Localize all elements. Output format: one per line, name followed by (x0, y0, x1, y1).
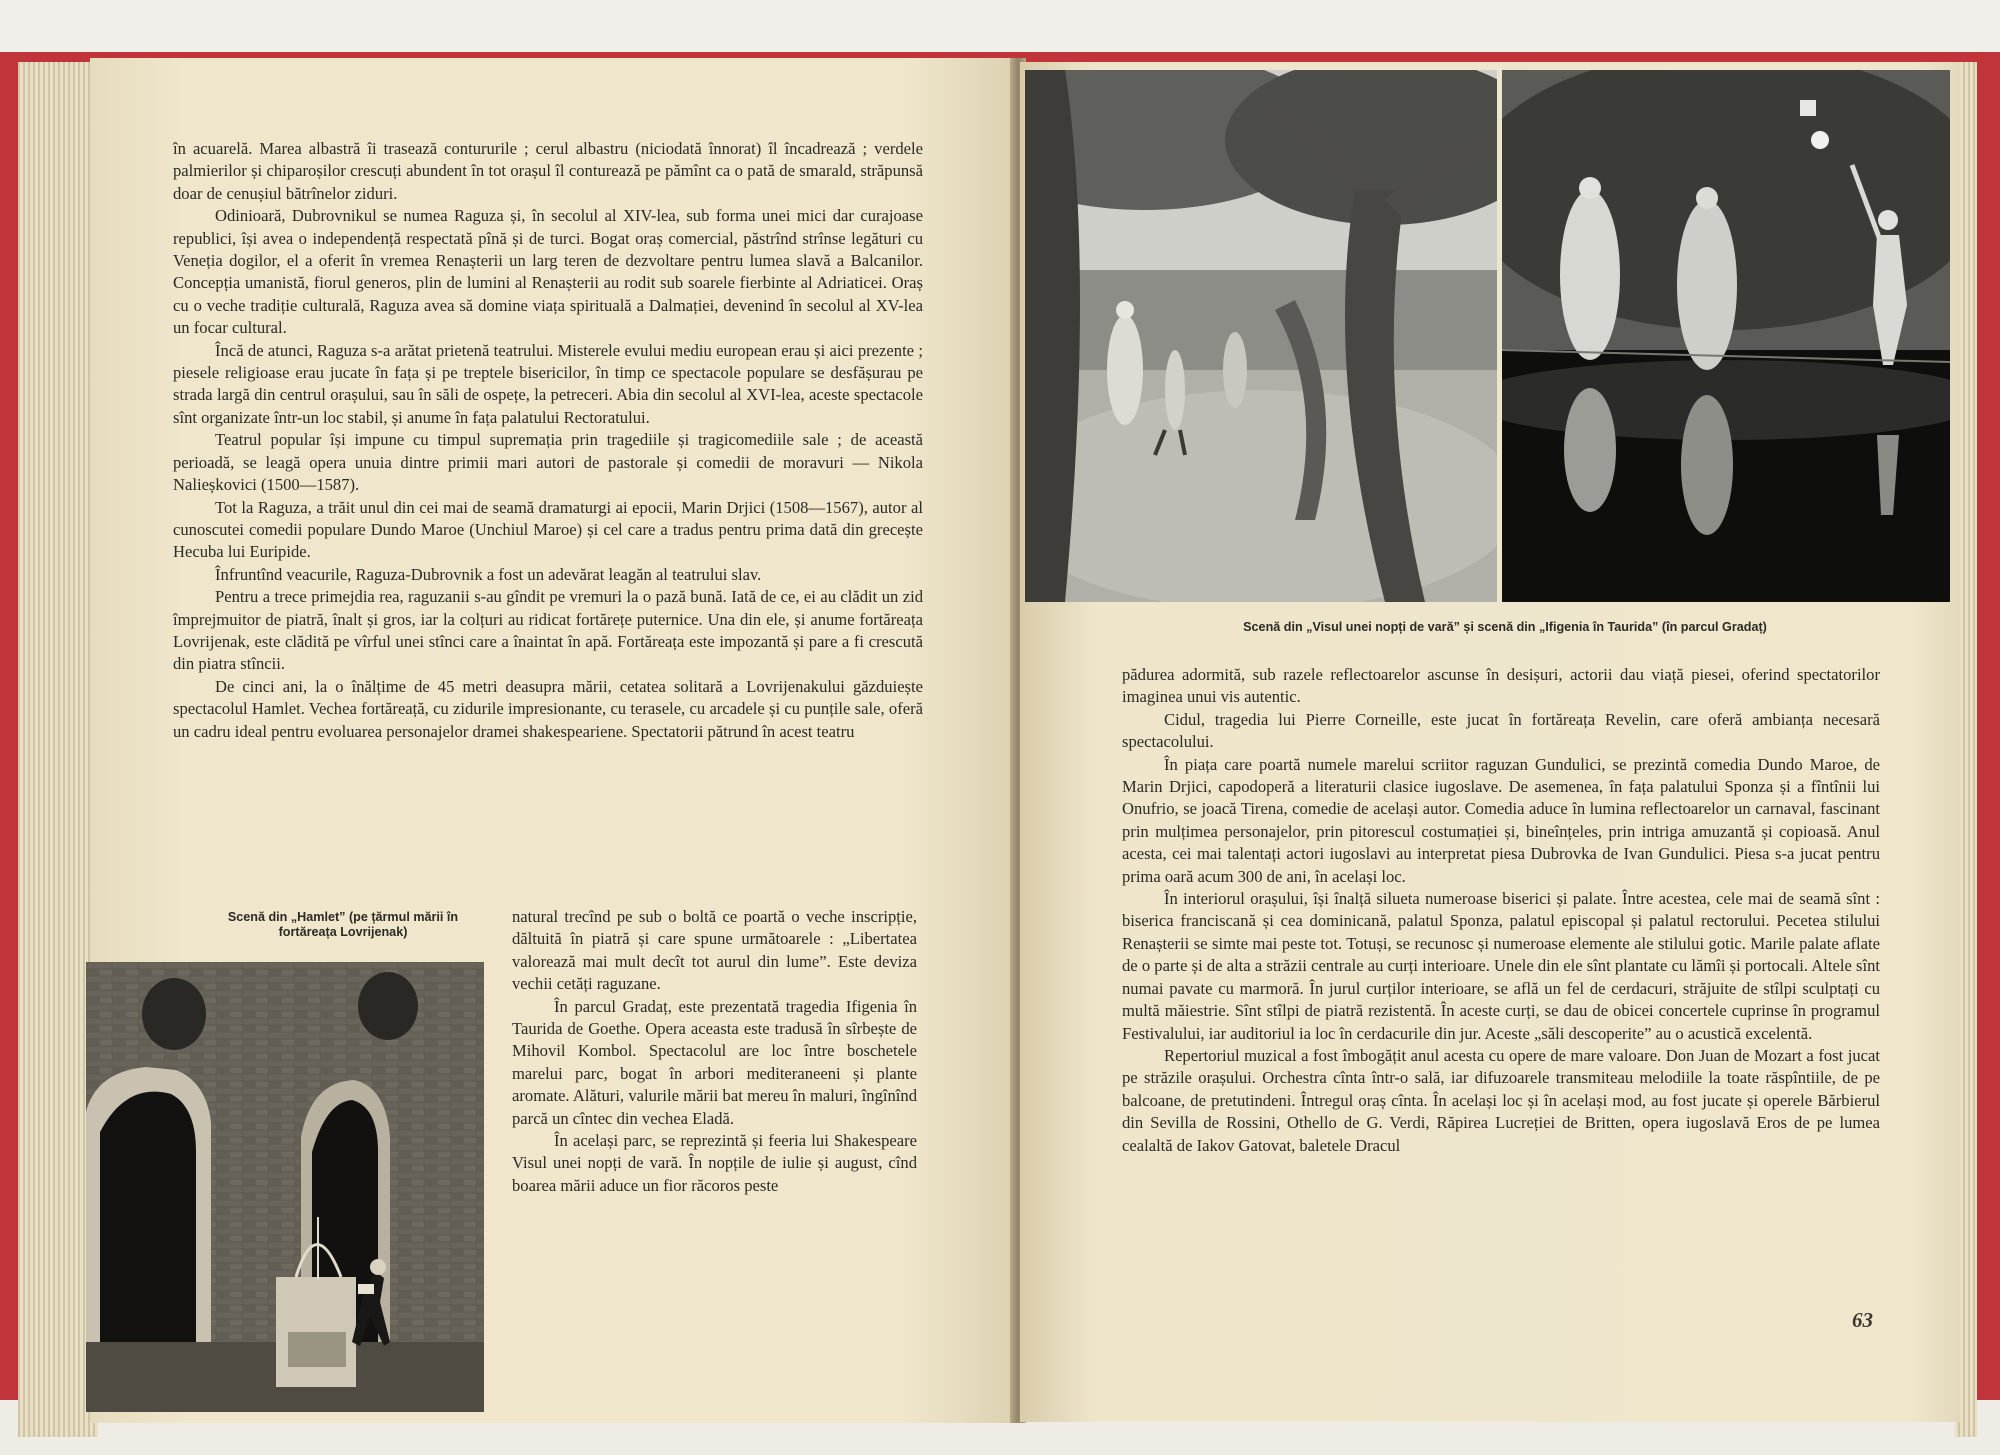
paragraph: Cidul, tragedia lui Pierre Corneille, este jucat în fortăreața Revelin, care oferă ambianța necesară spectacolului. (1122, 709, 1880, 752)
page-number: 63 (1852, 1308, 1873, 1332)
paragraph: Înfruntînd veacurile, Raguza-Dubrovnik a fost un adevărat leagăn al teatrului slav. (215, 564, 762, 584)
paragraph: pădurea adormită, sub razele reflectoarelor ascunse în desișuri, actorii dau viață piesei, oferind spectatorilor imaginea unui vis autentic. (1122, 665, 1880, 707)
hamlet-photo-image (86, 962, 484, 1412)
hamlet-photo (86, 962, 484, 1412)
midsummer-photo-image (1025, 70, 1497, 602)
hamlet-photo-caption: Scenă din „Hamlet” (pe țărmul mării în fortăreața Lovrijenak) (227, 910, 459, 939)
paragraph: Pentru a trece primejdia rea, raguzanii s-au gîndit pe vremuri la o pază bună. Iată de ce, ei au clădit un zid împrejmuitor de piatră, înalt și gros, iar la colțuri au ridicat fortărețe puternice. Una din ele, și anume fortăreața Lovrijenak, este clădită pe vîrful unei stînci care a înaintat în apă. Fortăreața este impozantă și pare a fi crescută din piatra stîncii. (173, 587, 923, 674)
paragraph: Tot la Raguza, a trăit unul din cei mai de seamă dramaturgi ai epocii, Marin Drjici (1508—1567), autor al cunoscutei comedii populare Dundo Maroe (Unchiul Maroe) și cel care a tradus pentru prima dată din grecește Hecuba lui Euripide. (173, 497, 923, 562)
paragraph: În interiorul orașului, își înalță silueta numeroase biserici și palate. Între acestea, cele mai de seamă sînt : biserica franciscană și cea dominicană, palatul Sponza, palatul episcopal și palatul rectorului. Pecetea stilului Renașterii se simte mai peste tot. Totuși, se recunosc și numeroase elemente ale stilului gotic. Marile palate aflate de o parte și de alta a străzii centrale au curți interioare. Unele din ele sînt plantate cu lămîi și portocali. Altele sînt numai pavate cu marmoră. În jurul curților interioare, se află un fel de cerdacuri, străjuite de stîlpi sculptați cu multă măiestrie. Sînt stîlpi de piatră rezistentă. În aceste curți, se dau de obicei concertele cuprinse în programul Festivalului, iar auditoriul ia loc în cerdacurile din jur. Aceste „săli descoperite” au o acustică excelentă. (1122, 889, 1880, 1043)
paragraph: în acuarelă. Marea albastră îi trasează contururile ; cerul albastru (niciodată înnorat) îl încadrează ; verdele palmierilor și chiparoșilor crescuți abundent în tot orașul îl conturează pe pămînt ca o pată de smarald, străpunsă doar de cenușiul bătrînelor ziduri. (173, 139, 923, 203)
paragraph: Repertoriul muzical a fost îmbogățit anul acesta cu opere de mare valoare. Don Juan de Mozart a fost jucat pe străzile orașului. Orchestra cînta într-o sală, iar difuzoarele transmiteau melodiile la toate răspîntiile, de pe balcoane, de pretutindeni. Întregul oraș cînta. În același loc și în același mod, au fost jucate și operele Bărbierul din Sevilla de Rossini, Othello de G. Verdi, Răpirea Lucreției de Britten, opera iugoslavă Eros de pe lumea cealaltă de Iakov Gatovat, baletele Dracul (1122, 1045, 1880, 1155)
paragraph: Odinioară, Dubrovnikul se numea Raguza și, în secolul al XIV-lea, sub forma unei mici dar curajoase republici, își avea o independență respectată pînă și de turci. Bogat oraș comercial, păstrînd strînse legături cu Veneția dogilor, el a oferit în vremea Renașterii un larg teren de dezvoltare pentru lumea slavă a Balcanilor. Concepția umanistă, fiorul generos, plin de lumini al Renașterii au rodit sub soarele fierbinte al Adriaticei. Oraș cu o veche tradiție culturală, Raguza avea să domine viața spirituală a Dalmației, devenind în secolul al XV-lea un focar cultural. (173, 206, 923, 338)
paragraph: De cinci ani, la o înălțime de 45 metri deasupra mării, cetatea solitară a Lovrijenakului găzduiește spectacolul Hamlet. Vechea fortăreață, cu zidurile impresionante, cu terasele, cu arcadele și cu punțile sale, oferă un cadru ideal pentru evoluarea personajelor dramei shakespeariene. Spectatorii pătrund în acest teatru (173, 676, 923, 741)
left-text-top (173, 138, 923, 743)
left-text-side (512, 906, 917, 1197)
right-photo-caption: Scenă din „Visul unei nopți de vară” și scenă din „Ifigenia în Taurida” (în parcul Gradaț) (1243, 620, 1767, 634)
right-text (1122, 664, 1880, 1157)
paragraph: În piața care poartă numele marelui scriitor raguzan Gundulici, se prezintă comedia Dundo Maroe, de Marin Drjici, capodoperă a literaturii clasice iugoslave. De asemenea, în fața palatului Sponza și a fîntînii lui Onufrio, se joacă Tirena, comedie de același autor. Comedia aduce în lumina reflectoarelor un carnaval, fascinant prin mulțimea personajelor, prin pitorescul costumației și, bineînțeles, prin intriga amuzantă și copioasă. Anul acesta, cei mai talentați actori iugoslavi au interpretat piesa Dubrovka de Ivan Gundulici. Piesa s-a jucat pentru prima oară acum 300 de ani, în același loc. (1122, 754, 1880, 886)
midsummer-photo (1025, 70, 1497, 602)
iphigenia-photo (1502, 70, 1950, 602)
paragraph: natural trecînd pe sub o boltă ce poartă o veche inscripție, dăltuită în piatră și care spune următoarele : „Libertatea valorează mai mult decît tot aurul din lume”. Este deviza vechii cetăți raguzane. (512, 907, 917, 994)
iphigenia-photo-image (1502, 70, 1950, 602)
paragraph: În același parc, se reprezintă și feeria lui Shakespeare Visul unei nopți de vară. În nopțile de iulie și august, cînd boarea mării aduce un fior răcoros peste (512, 1131, 917, 1195)
paragraph: Teatrul popular își impune cu timpul supremația prin tragediile și tragicomediile sale ; de această perioadă, se leagă opera unuia dintre primii mari autori de pastorale și comedii de moravuri — Nikola Nalieșkovici (1500—1587). (173, 430, 923, 495)
paragraph: Încă de atunci, Raguza s-a arătat prietenă teatrului. Misterele evului mediu european erau și aici prezente ; piesele religioase erau jucate în fața și pe treptele bisericilor, în timp ce spectacole populare se desfășurau pe strada largă din centrul orașului, sau în săli de ospețe, la petreceri. Abia din secolul al XVI-lea, aceste spectacole sînt organizate într-un loc stabil, și anume în fața palatului Rectoratului. (173, 340, 923, 427)
paragraph: În parcul Gradaț, este prezentată tragedia Ifigenia în Taurida de Goethe. Opera aceasta este tradusă în sîrbește de Mihovil Kombol. Spectacolul are loc între boschetele marelui parc, bogat în arbori mediteraneeni și plante aromate. Alături, valurile mării bat mereu în maluri, îngînînd parcă un cîntec din vechea Eladă. (512, 996, 917, 1128)
